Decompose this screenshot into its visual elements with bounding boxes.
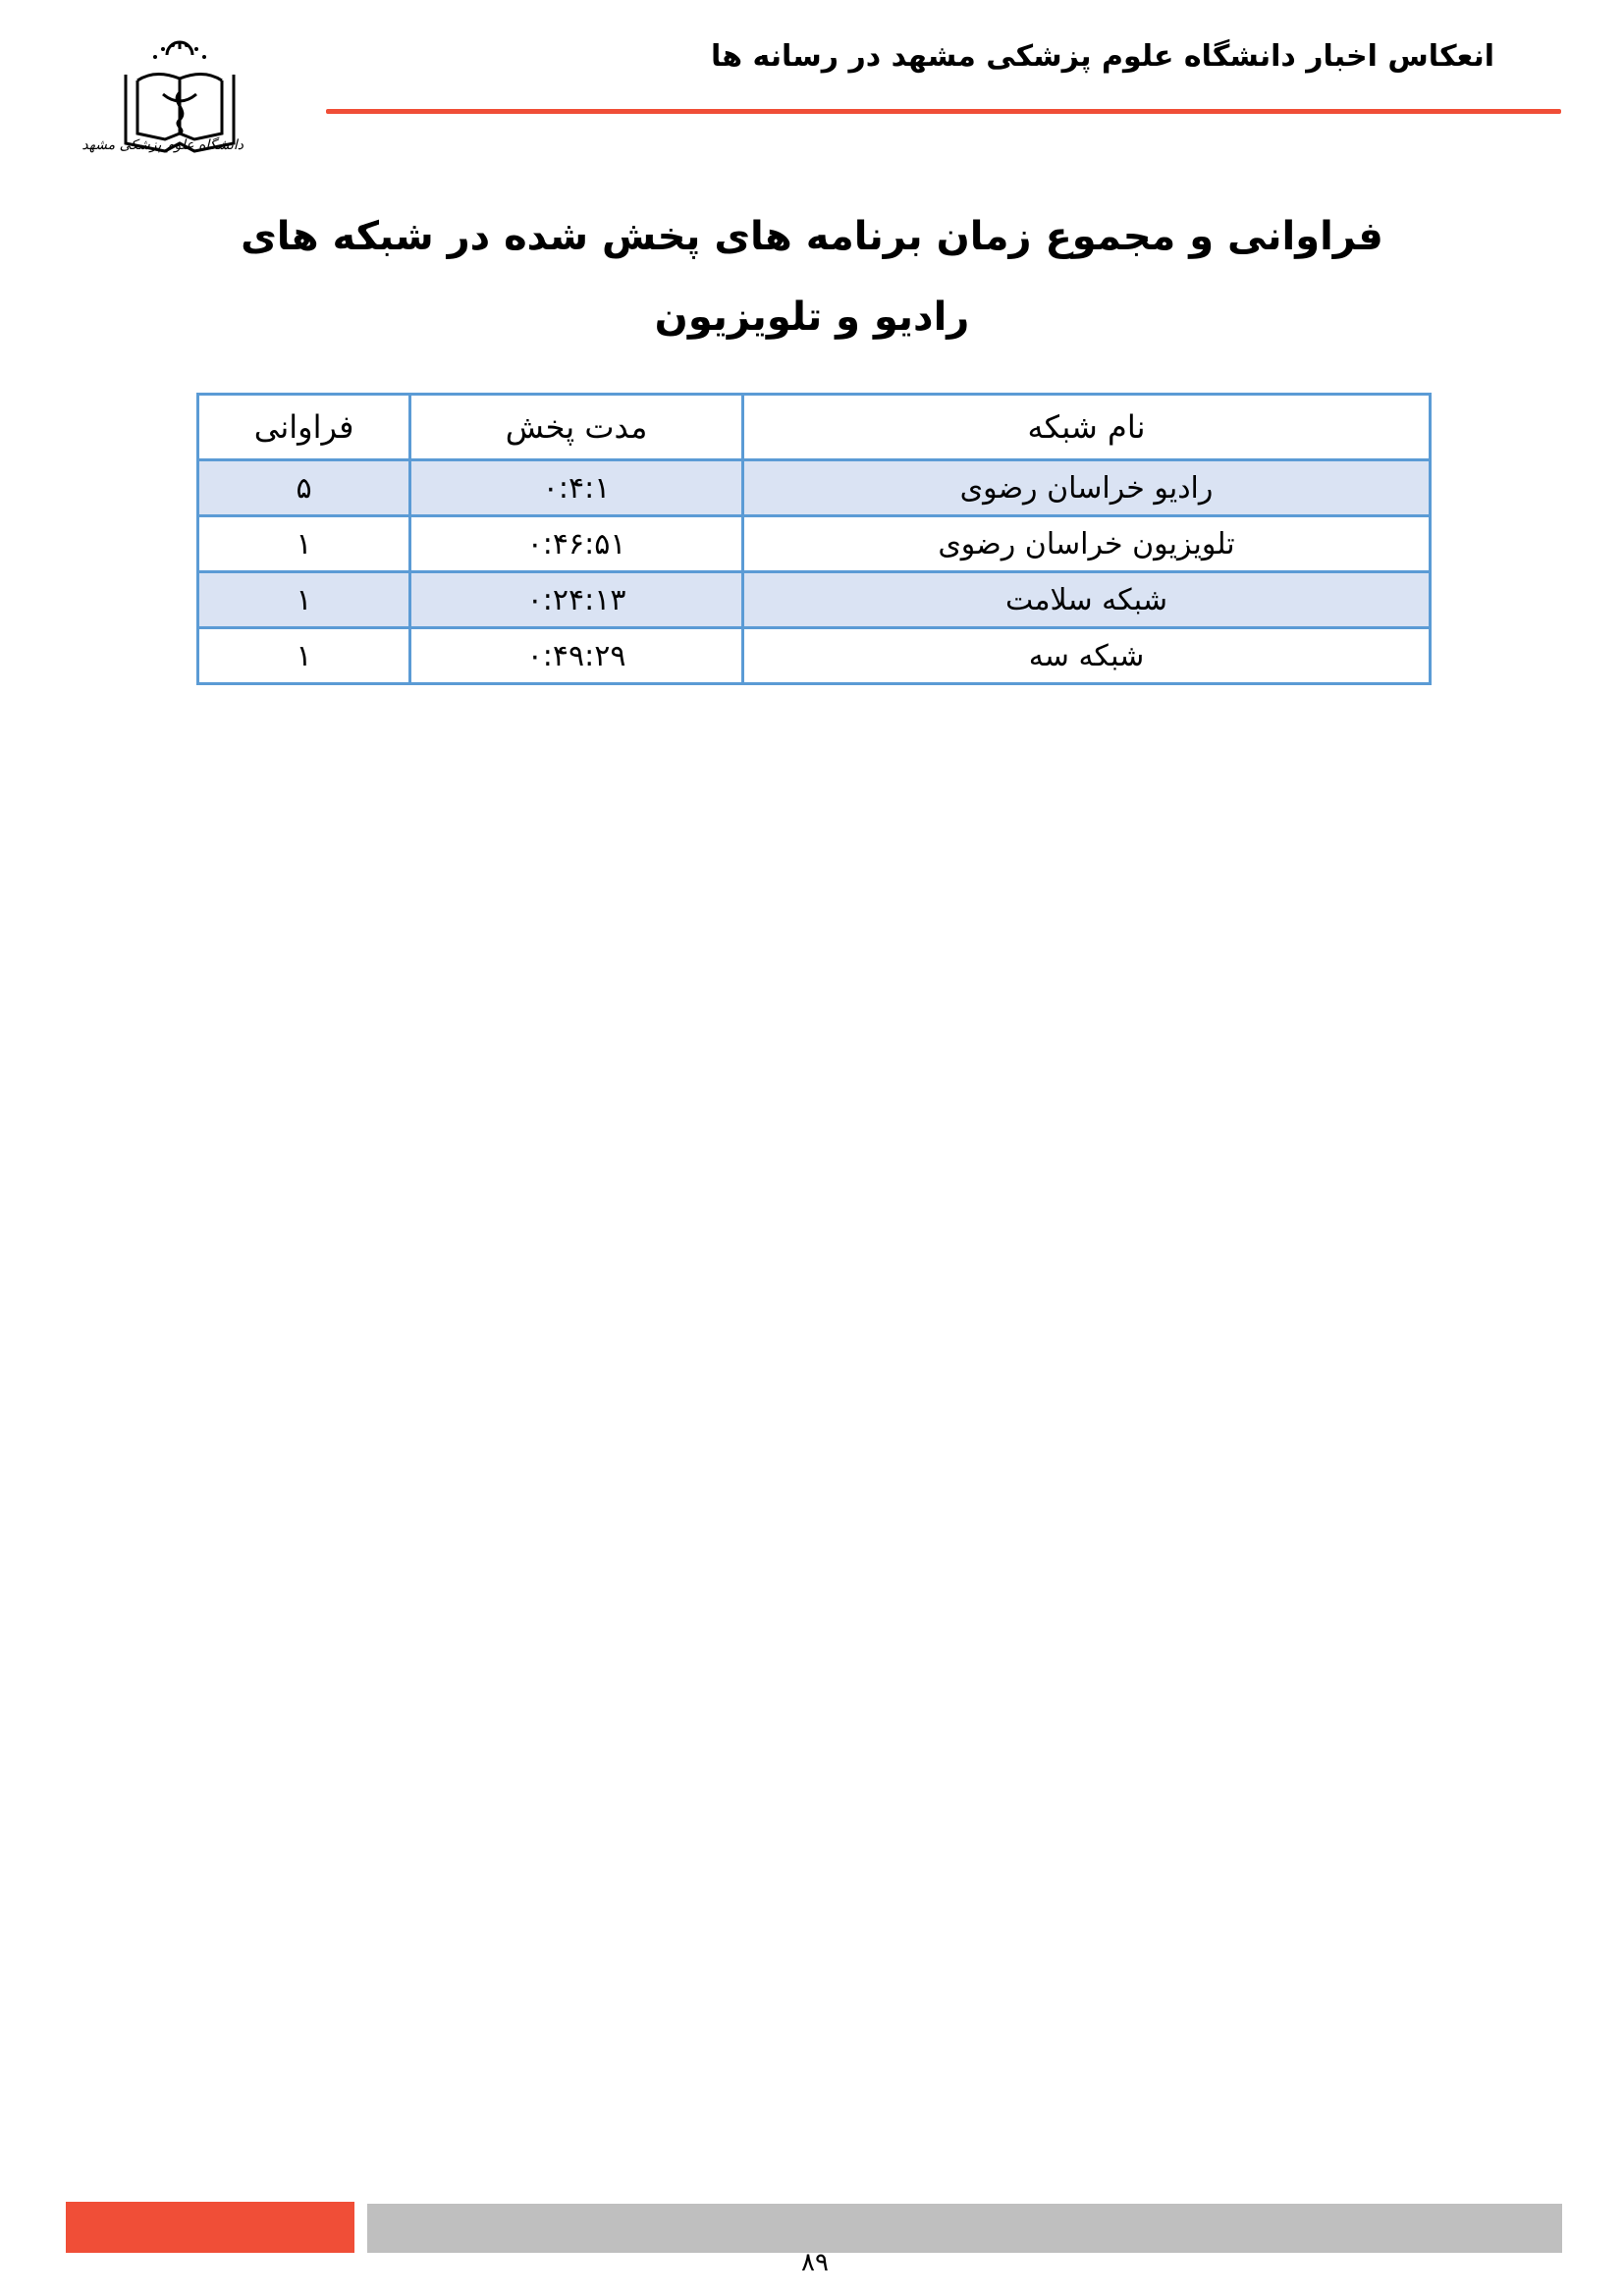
cell-network: شبکه سلامت [743,572,1431,628]
footer-accent-bar [66,2202,354,2253]
header-network: نام شبکه [743,395,1431,460]
cell-frequency: ۱ [198,628,410,684]
table-row [198,628,1431,684]
table-row [198,460,1431,516]
table-header-row [198,395,1431,460]
cell-network: شبکه سه [743,628,1431,684]
cell-frequency: ۱ [198,572,410,628]
logo-caption: دانشگاه علوم پزشکی مشهد [81,137,244,153]
cell-duration: ۰:۴:۱ [410,460,743,516]
document-title: فراوانی و مجموع زمان برنامه های پخش شده در شبکه های رادیو و تلویزیون [241,214,1383,340]
header-duration: مدت پخش [410,395,743,460]
cell-network: رادیو خراسان رضوی [743,460,1431,516]
header-divider [326,109,1561,114]
header-frequency: فراوانی [198,395,410,460]
cell-duration: ۰:۴۹:۲۹ [410,628,743,684]
footer-gray-bar [367,2204,1562,2253]
cell-duration: ۰:۲۴:۱۳ [410,572,743,628]
broadcast-table [196,393,1432,685]
table-row [198,572,1431,628]
cell-duration: ۰:۴۶:۵۱ [410,516,743,572]
cell-network: تلویزیون خراسان رضوی [743,516,1431,572]
table-row [198,516,1431,572]
header-title: انعکاس اخبار دانشگاه علوم پزشکی مشهد در رسانه ها [711,39,1494,74]
cell-frequency: ۱ [198,516,410,572]
page-number: ۸۹ [801,2248,829,2277]
cell-frequency: ۵ [198,460,410,516]
